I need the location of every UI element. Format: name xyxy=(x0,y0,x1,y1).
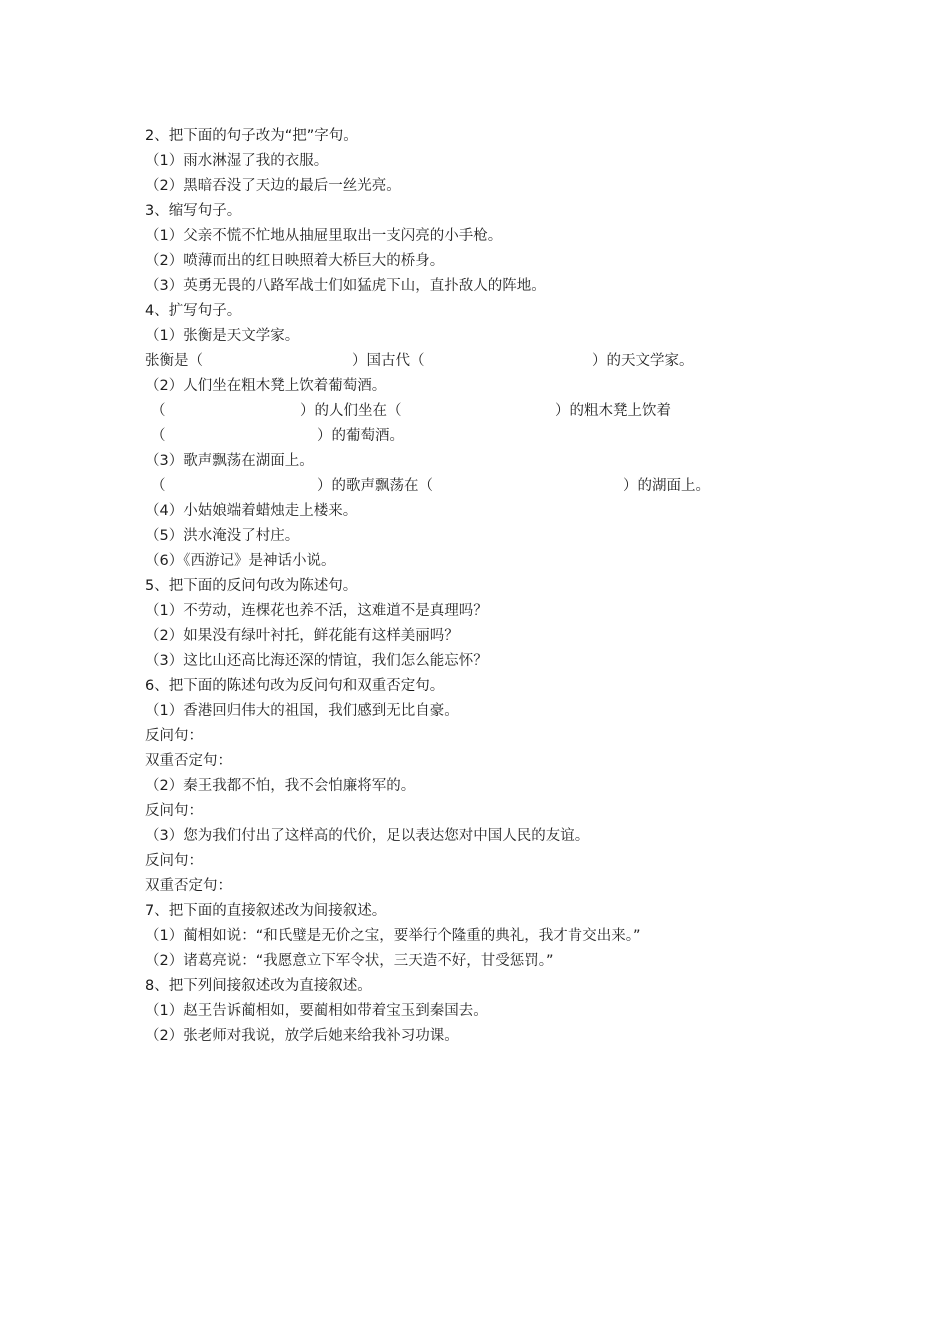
exercise-item: （2）诸葛亮说：“我愿意立下军令状，三天造不好，甘受惩罚。” xyxy=(145,953,554,969)
exercise-item: （3）英勇无畏的八路军战士们如猛虎下山，直扑敌人的阵地。 xyxy=(145,278,546,294)
answer-label: 反问句： xyxy=(145,853,203,869)
exercise-item: （2）黑暗吞没了天边的最后一丝光亮。 xyxy=(145,178,401,194)
fill-text: ）的人们坐在（ xyxy=(300,403,402,419)
fill-text: ）的歌声飘荡在（ xyxy=(317,478,433,494)
exercise-item: （4）小姑娘端着蜡烛走上楼来。 xyxy=(145,503,358,519)
exercise-item: （1）赵王告诉蔺相如，要蔺相如带着宝玉到秦国去。 xyxy=(145,1003,488,1019)
exercise-item: （3）您为我们付出了这样高的代价，足以表达您对中国人民的友谊。 xyxy=(145,828,590,844)
section-heading-3: 3、缩写句子。 xyxy=(145,203,242,219)
answer-label: 反问句： xyxy=(145,803,203,819)
exercise-item: （3）这比山还高比海还深的情谊，我们怎么能忘怀？ xyxy=(145,653,488,669)
fill-text: ）国古代（ xyxy=(352,353,425,369)
exercise-item: （2）秦王我都不怕，我不会怕廉将军的。 xyxy=(145,778,416,794)
exercise-item: （5）洪水淹没了村庄。 xyxy=(145,528,300,544)
fill-text: （ xyxy=(151,478,166,494)
fill-text: ）的天文学家。 xyxy=(592,353,694,369)
exercise-item: （1）不劳动，连棵花也养不活，这难道不是真理吗？ xyxy=(145,603,488,619)
section-heading-5: 5、把下面的反问句改为陈述句。 xyxy=(145,578,358,594)
fill-text: （ xyxy=(151,403,166,419)
exercise-item: （2）张老师对我说，放学后她来给我补习功课。 xyxy=(145,1028,459,1044)
exercise-item: （2）喷薄而出的红日映照着大桥巨大的桥身。 xyxy=(145,253,445,269)
fill-blank-line-people-2 xyxy=(145,424,845,449)
section-heading-6: 6、把下面的陈述句改为反问句和双重否定句。 xyxy=(145,678,445,694)
fill-blank-line-people-1 xyxy=(145,399,845,424)
answer-label: 双重否定句： xyxy=(145,753,232,769)
exercise-item: （2）如果没有绿叶衬托，鲜花能有这样美丽吗？ xyxy=(145,628,459,644)
exercise-item: （1）蔺相如说：“和氏璧是无价之宝，要举行个隆重的典礼，我才肯交出来。” xyxy=(145,928,641,944)
exercise-item: （2）人们坐在粗木凳上饮着葡萄酒。 xyxy=(145,378,387,394)
exercise-item: （3）歌声飘荡在湖面上。 xyxy=(145,453,314,469)
answer-label: 双重否定句： xyxy=(145,878,232,894)
exercise-item: （6）《西游记》是神话小说。 xyxy=(145,553,336,569)
answer-label: 反问句： xyxy=(145,728,203,744)
fill-text: ）的湖面上。 xyxy=(623,478,710,494)
section-heading-7: 7、把下面的直接叙述改为间接叙述。 xyxy=(145,903,387,919)
exercise-item: （1）张衡是天文学家。 xyxy=(145,328,300,344)
fill-text: （ xyxy=(151,428,166,444)
section-heading-4: 4、扩写句子。 xyxy=(145,303,242,319)
fill-blank-line-song xyxy=(145,474,845,499)
exercise-item: （1）父亲不慌不忙地从抽屉里取出一支闪亮的小手枪。 xyxy=(145,228,503,244)
fill-blank-line-zhangheng xyxy=(145,349,845,374)
exercise-item: （1）雨水淋湿了我的衣服。 xyxy=(145,153,329,169)
section-heading-8: 8、把下列间接叙述改为直接叙述。 xyxy=(145,978,372,994)
fill-text: ）的葡萄酒。 xyxy=(317,428,404,444)
fill-text: ）的粗木凳上饮着 xyxy=(555,403,671,419)
fill-text: 张衡是（ xyxy=(145,353,203,369)
section-heading-2: 2、把下面的句子改为“把”字句。 xyxy=(145,128,358,144)
exercise-item: （1）香港回归伟大的祖国，我们感到无比自豪。 xyxy=(145,703,459,719)
exercise-content xyxy=(145,124,845,1049)
